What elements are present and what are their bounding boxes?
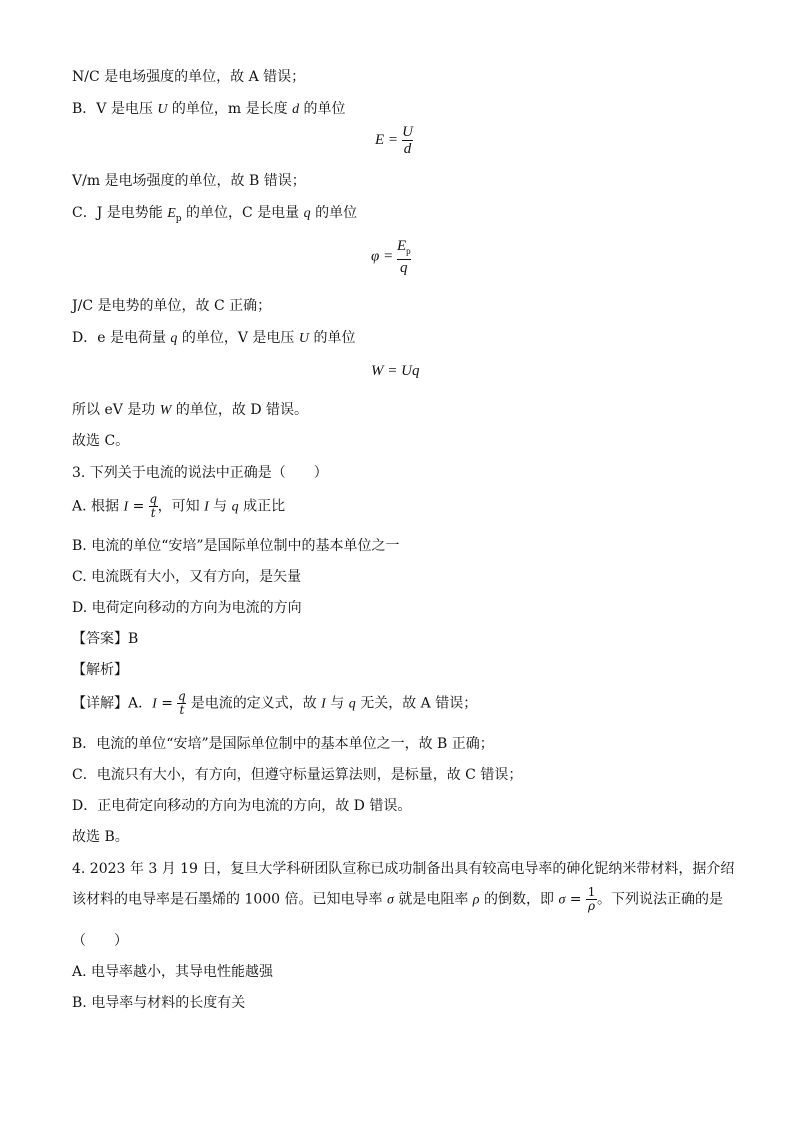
question-4-stem-1: 4. 2023 年 3 月 19 日，复旦大学科研团队宣称已成功制备出具有较高电导率的砷化铌纳米带材料，据介绍 [72,861,735,877]
text-line: D．e 是电荷量 q 的单位，V 是电压 U 的单位 [72,330,356,346]
analysis-label: 【解析】 [72,662,128,678]
detail-a: 【详解】A．I = $\frac{q}{t}$ 是电流的定义式，故 I 与 q 无关，故 A 错误； [72,689,478,717]
question-3-option-d: D. 电荷定向移动的方向为电流的方向 [72,600,302,616]
text-line: 所以 eV 是功 W 的单位，故 D 错误。 [72,402,308,418]
text-line: J/C 是电势的单位，故 C 正确； [72,298,272,314]
text-line: V/m 是电场强度的单位，故 B 错误； [72,173,306,189]
question-4-option-a: A. 电导率越小，其导电性能越强 [72,964,274,980]
detail-b: B．电流的单位“安培”是国际单位制中的基本单位之一，故 B 正确； [72,736,494,752]
text-line: B．V 是电压 U 的单位，m 是长度 d 的单位 [72,101,346,117]
question-3-option-c: C. 电流既有大小，又有方向，是矢量 [72,569,302,585]
selection: 故选 B。 [72,829,129,845]
answer-label: 【答案】B [72,631,139,647]
equation-e-u-d: E = $\frac{U}{d}$ [375,124,413,157]
text-line: 故选 C。 [72,433,130,449]
equation-w-uq: W = Uq [371,363,420,379]
question-3-option-a: A. 根据 I = $\frac{q}{t}$ ，可知 I 与 q 成正比 [72,492,286,520]
question-3-option-b: B. 电流的单位“安培”是国际单位制中的基本单位之一 [72,538,400,554]
detail-d: D．正电荷定向移动的方向为电流的方向，故 D 错误。 [72,798,412,814]
text-line: N/C 是电场强度的单位，故 A 错误； [72,69,306,85]
question-3-stem: 3. 下列关于电流的说法中正确是（ ） [72,465,328,481]
question-4-blank: （ ） [72,933,128,949]
equation-phi-ep-q: φ = $\frac{E_p}{q}$ [371,238,411,276]
detail-c: C．电流只有大小，有方向，但遵守标量运算法则，是标量，故 C 错误； [72,767,523,783]
question-4-stem-2: 该材料的电导率是石墨烯的 1000 倍。已知电导率 σ 就是电阻率 ρ 的倒数，即 σ = $\frac{1}{\rho}$ 。下列说法正确的是 [72,885,724,913]
question-4-option-b: B. 电导率与材料的长度有关 [72,995,246,1011]
text-line: C．J 是电势能 $E_p$ 的单位，C 是电量 q 的单位 [72,205,358,224]
